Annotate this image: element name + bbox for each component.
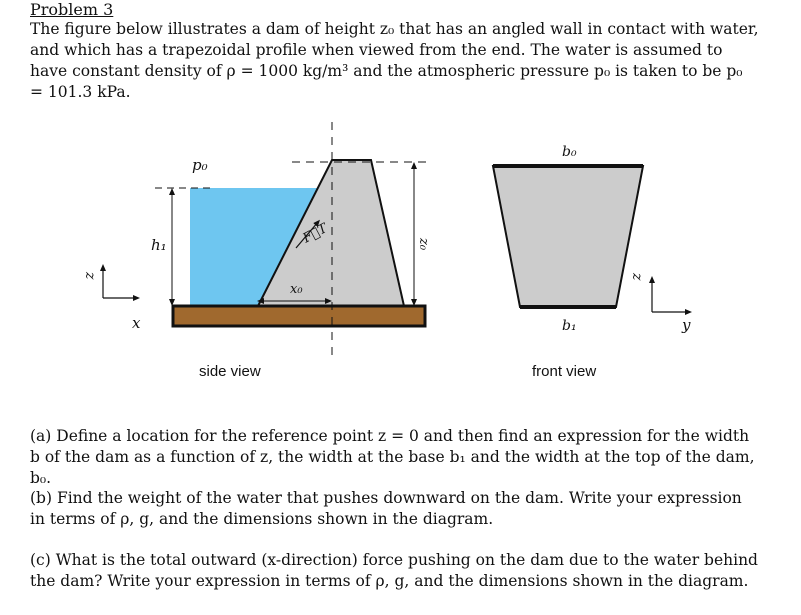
h1-label: h₁	[151, 236, 167, 254]
b1-label: b₁	[562, 318, 577, 334]
side-axis-x-label: x	[132, 314, 141, 332]
question-c: (c) What is the total outward (x-direction) force pushing on the dam due to the water behind the dam? Write your expression in terms of ρ, g, and the dimensions shown in the diagram.	[30, 551, 758, 590]
p0-label: p₀	[192, 156, 208, 174]
dam-figure	[0, 100, 801, 400]
x0-label: x₀	[290, 282, 303, 297]
side-view	[82, 122, 431, 380]
front-view	[493, 144, 691, 380]
question-a: (a) Define a location for the reference point z = 0 and then find an expression for the width b of the dam as a function of z, the width at the base b₁ and the width at the top of the dam, b₀.	[30, 427, 755, 487]
ground-base	[173, 306, 425, 326]
b0-label: b₀	[562, 144, 577, 160]
side-axis-z-label: z	[82, 272, 98, 280]
problem-title: Problem 3	[30, 0, 114, 19]
front-axis-z-label: z	[629, 273, 645, 281]
intro-paragraph: The figure below illustrates a dam of height z₀ that has an angled wall in contact with water, and which has a trapezoidal profile when viewed from the end. The water is assumed to have constant density of ρ = 1000 kg/m³ and the atmospheric pressure p₀ is taken to be p₀ = 101.3 kPa.	[30, 20, 759, 101]
front-view-caption: front view	[532, 363, 597, 380]
z0-label: z₀	[416, 238, 431, 251]
ft-label: F⃗T	[300, 221, 331, 247]
dam-front-body	[493, 166, 643, 307]
front-axis-y-label: y	[682, 316, 691, 334]
question-b: (b) Find the weight of the water that pushes downward on the dam. Write your expression in terms of ρ, g, and the dimensions shown in the diagram.	[30, 489, 742, 528]
side-view-caption: side view	[199, 363, 261, 380]
